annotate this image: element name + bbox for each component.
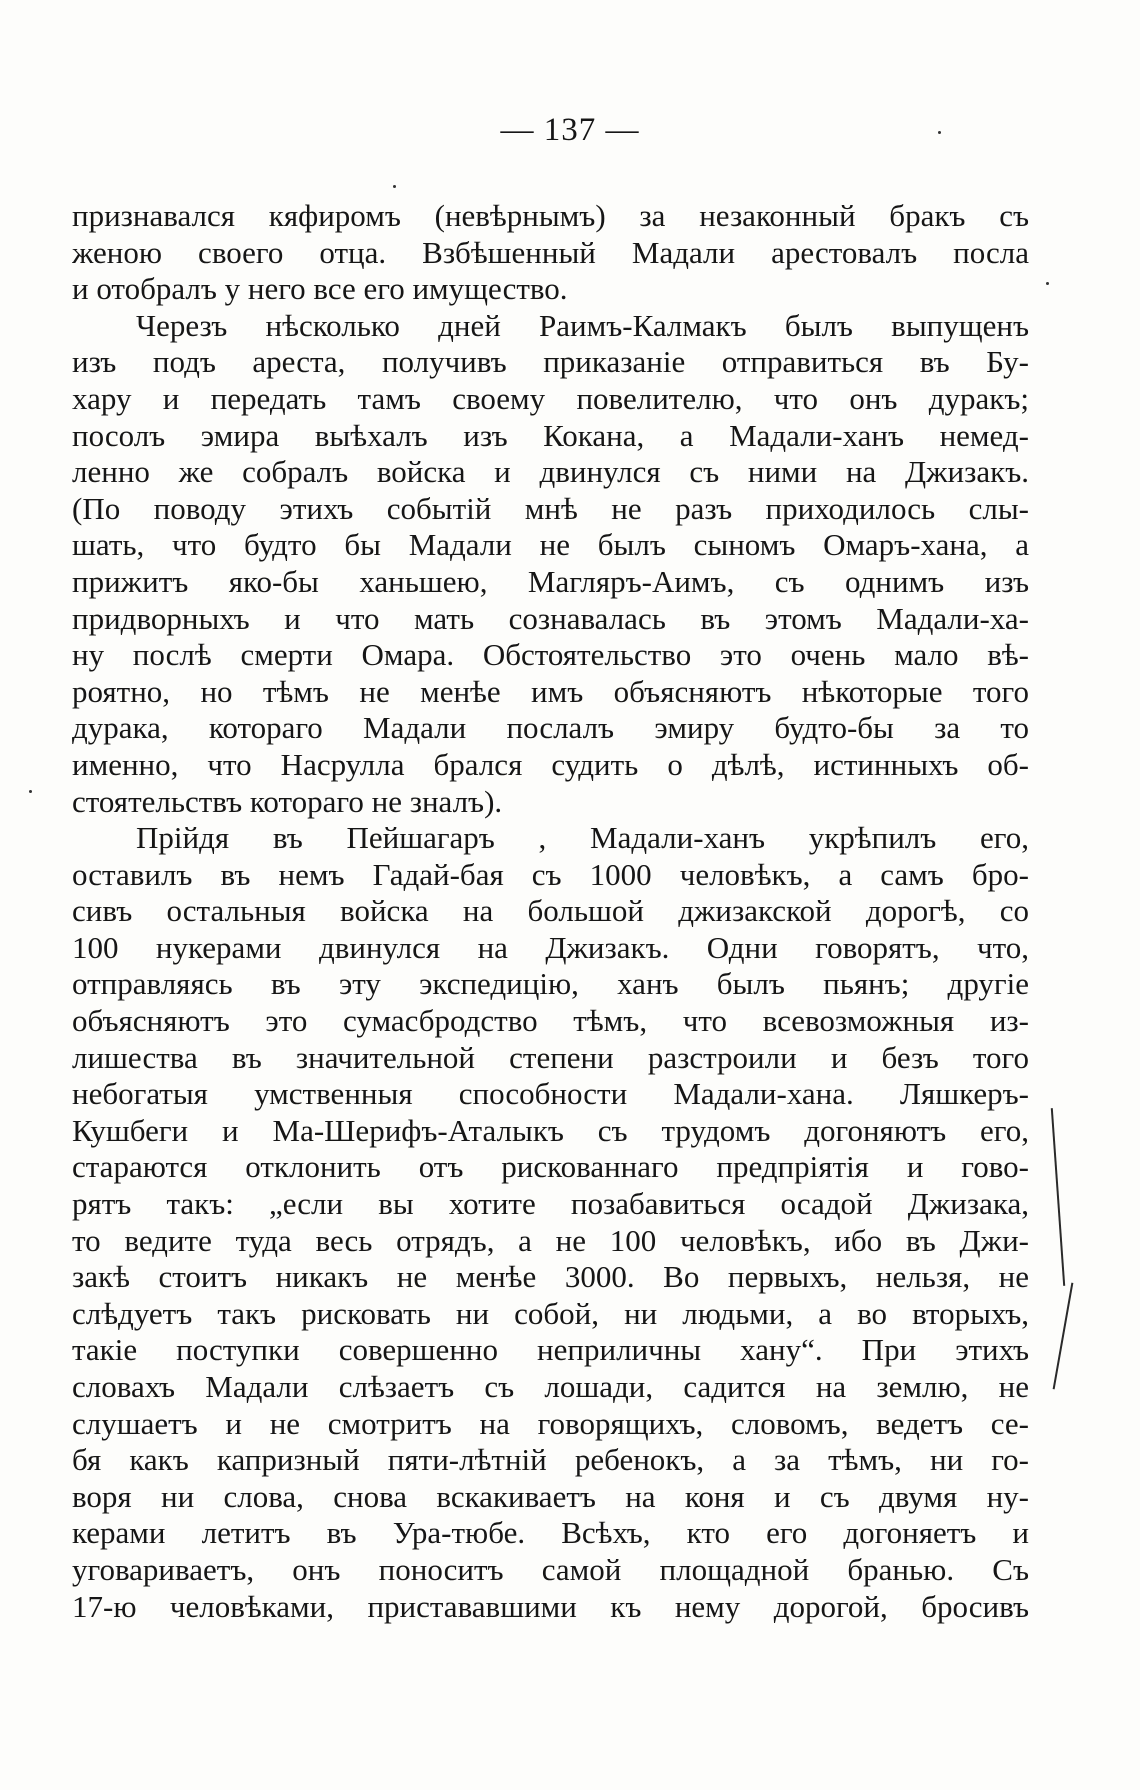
paper-speck <box>393 185 396 188</box>
text-line: лишества въ значительной степени разстроили и безъ того <box>72 1039 1029 1075</box>
text-line: объясняютъ это сумасбродство тѣмъ, что всевозможныя из- <box>72 1003 1029 1039</box>
paper-speck <box>29 790 32 793</box>
text-line: ну послѣ смерти Омара. Обстоятельство это очень мало вѣ- <box>72 637 1029 673</box>
text-line: стоятельствъ котораго не зналъ). <box>72 783 503 819</box>
text-line: прижитъ яко-бы ханьшею, Магляръ-Аимъ, съ однимъ изъ <box>72 563 1029 599</box>
text-line: Кушбеги и Ма-Шерифъ-Аталыкъ съ трудомъ догоняютъ его, <box>72 1112 1029 1148</box>
text-line: изъ подъ ареста, получивъ приказаніе отправиться въ Бу- <box>72 344 1029 380</box>
text-line: оставилъ въ немъ Гадай-бая съ 1000 человѣкъ, а самъ бро- <box>72 856 1029 892</box>
text-line: воря ни слова, снова вскакиваетъ на коня и съ двумя ну- <box>72 1478 1029 1514</box>
text-line: дурака, котораго Мадали послалъ эмиру будто-бы за то <box>72 710 1029 746</box>
margin-pencil-mark <box>1051 1108 1065 1286</box>
body-text <box>72 198 1029 1625</box>
text-line: такіе поступки совершенно неприличны хану“. При этихъ <box>72 1332 1029 1368</box>
text-line: и отобралъ у него все его имущество. <box>72 271 568 307</box>
text-line: посолъ эмира выѣхалъ изъ Кокана, а Мадали-ханъ немед- <box>72 417 1029 453</box>
paper-speck <box>1046 282 1049 285</box>
text-line: слушаетъ и не смотритъ на говорящихъ, словомъ, ведетъ се- <box>72 1405 1029 1441</box>
text-line: признавался кяфиромъ (невѣрнымъ) за незаконный бракъ съ <box>72 198 1029 233</box>
text-line: закѣ стоитъ никакъ не менѣе 3000. Во первыхъ, нельзя, не <box>72 1259 1029 1295</box>
paper-speck <box>938 131 941 134</box>
text-line: рятъ такъ: „если вы хотите позабавиться осадой Джизака, <box>72 1186 1029 1222</box>
text-line: женою своего отца. Взбѣшенный Мадали арестовалъ посла <box>72 234 1029 270</box>
text-line: Прійдя въ Пейшагаръ , Мадали-ханъ укрѣпилъ его, <box>136 820 1029 856</box>
text-line: (По поводу этихъ событій мнѣ не разъ приходилось слы- <box>72 490 1029 526</box>
margin-pencil-mark <box>1053 1283 1074 1390</box>
text-line: роятно, но тѣмъ не менѣе имъ объясняютъ нѣкоторые того <box>72 673 1029 709</box>
text-line: уговариваетъ, онъ поноситъ самой площадной бранью. Съ <box>72 1551 1029 1587</box>
text-line: именно, что Насрулла брался судить о дѣлѣ, истинныхъ об- <box>72 746 1029 782</box>
text-line: стараются отклонить отъ рискованнаго предпріятія и гово- <box>72 1149 1029 1185</box>
text-line: Черезъ нѣсколько дней Раимъ-Калмакъ былъ выпущенъ <box>136 307 1029 343</box>
text-line: сивъ остальныя войска на большой джизакской дорогѣ, со <box>72 893 1029 929</box>
text-line: хару и передать тамъ своему повелителю, что онъ дуракъ; <box>72 380 1029 416</box>
page-number: — 137 — <box>500 112 640 148</box>
text-line: шать, что будто бы Мадали не былъ сыномъ Омаръ-хана, а <box>72 527 1029 563</box>
text-line: отправляясь въ эту экспедицію, ханъ былъ пьянъ; другіе <box>72 966 1029 1002</box>
text-line: слѣдуетъ такъ рисковать ни собой, ни людьми, а во вторыхъ, <box>72 1295 1029 1331</box>
text-line: то ведите туда весь отрядъ, а не 100 человѣкъ, ибо въ Джи- <box>72 1222 1029 1258</box>
text-line: 100 нукерами двинулся на Джизакъ. Одни говорятъ, что, <box>72 929 1029 965</box>
text-line: придворныхъ и что мать сознавалась въ этомъ Мадали-ха- <box>72 600 1029 636</box>
text-line: керами летитъ въ Ура-тюбе. Всѣхъ, кто его догоняетъ и <box>72 1515 1029 1551</box>
text-line: бя какъ капризный пяти-лѣтній ребенокъ, а за тѣмъ, ни го- <box>72 1442 1029 1478</box>
text-line: небогатыя умственныя способности Мадали-хана. Ляшкеръ- <box>72 1076 1029 1112</box>
text-line: словахъ Мадали слѣзаетъ съ лошади, садится на землю, не <box>72 1369 1029 1404</box>
text-line: 17-ю человѣками, пристававшими къ нему дорогой, бросивъ <box>72 1588 1029 1624</box>
text-line: ленно же собралъ войска и двинулся съ ними на Джизакъ. <box>72 454 1029 490</box>
